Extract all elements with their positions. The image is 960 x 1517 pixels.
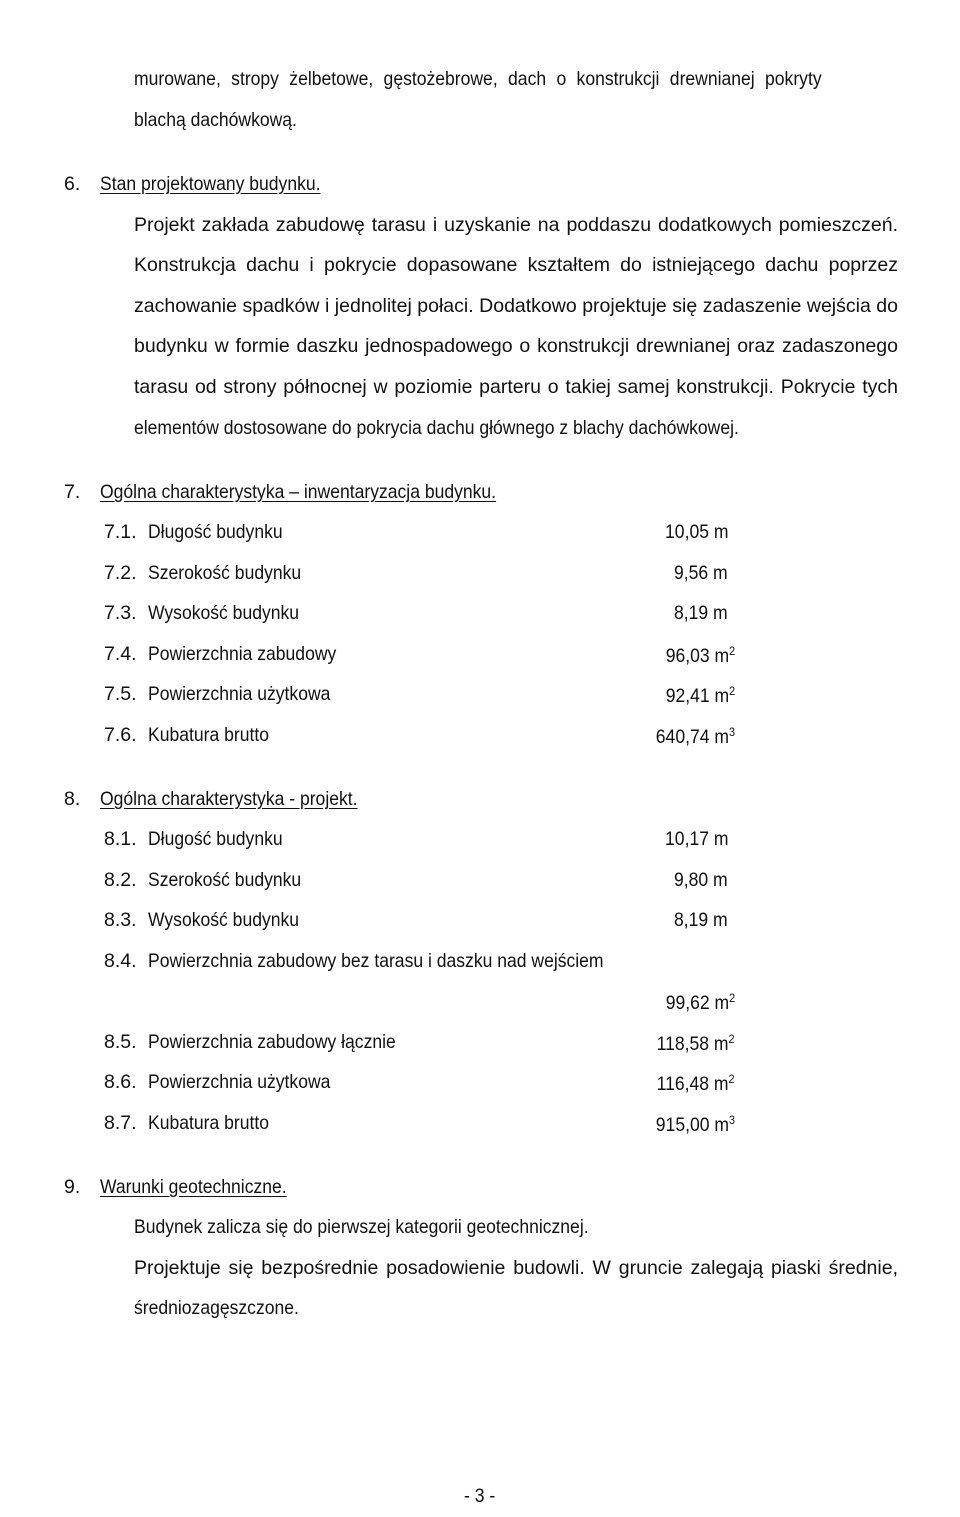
section-8-number: 8. <box>64 788 81 810</box>
item-8-2-value: 9,80 m <box>674 869 728 891</box>
item-7-2-number: 7.2. <box>104 562 137 584</box>
section-6-line-6: elementów dostosowane do pokrycia dachu głównego z blachy dachówkowej. <box>134 417 739 439</box>
item-8-7-number: 8.7. <box>104 1112 137 1134</box>
item-7-3-value: 8,19 m <box>674 602 728 624</box>
item-8-4-value: 99,62 $m^2$ <box>665 991 735 1014</box>
item-8-3-value: 8,19 m <box>674 909 728 931</box>
section-9-number: 9. <box>64 1176 81 1198</box>
section-6-line-4: budynku w formie daszku jednospadowego o konstrukcji drewnianej oraz zadaszonego <box>134 335 898 357</box>
unit-superscript: 2 <box>728 1072 735 1086</box>
item-7-3-label: Wysokość budynku <box>148 602 300 624</box>
section-6-line-1: Projekt zakłada zabudowę tarasu i uzyskanie na poddaszu dodatkowych pomieszczeń. <box>134 214 898 236</box>
section-6-number: 6. <box>64 173 81 195</box>
item-8-1-number: 8.1. <box>104 828 137 850</box>
item-8-4-number: 8.4. <box>104 950 137 972</box>
item-8-2-label: Szerokość budynku <box>148 869 302 891</box>
section-6-line-3: zachowanie spadków i jednolitej połaci. Dodatkowo projektuje się zadaszenie wejścia do <box>134 295 898 317</box>
item-7-1-number: 7.1. <box>104 521 137 543</box>
item-8-1-label: Długość budynku <box>148 828 283 850</box>
item-7-5-label: Powierzchnia użytkowa <box>148 683 331 705</box>
item-8-5-label: Powierzchnia zabudowy łącznie <box>148 1031 396 1053</box>
item-7-1-label: Długość budynku <box>148 521 283 543</box>
item-8-6-value: 116,48 $m^2$ <box>657 1072 735 1095</box>
section-6-line-2: Konstrukcja dachu i pokrycie dopasowane kształtem do istniejącego dachu poprzez <box>134 254 898 276</box>
item-7-5-value: 92,41 $m^2$ <box>665 684 735 707</box>
item-8-4-label: Powierzchnia zabudowy bez tarasu i daszku nad wejściem <box>148 950 604 972</box>
section-9-line-1: Budynek zalicza się do pierwszej kategorii geotechnicznej. <box>134 1216 589 1238</box>
item-7-1-value: 10,05 m <box>664 521 728 543</box>
unit-superscript: 3 <box>728 1113 735 1127</box>
item-7-6-number: 7.6. <box>104 724 137 746</box>
section-7-title: Ogólna charakterystyka – inwentaryzacja budynku. <box>100 481 497 503</box>
item-7-2-value: 9,56 m <box>674 562 728 584</box>
item-7-4-label: Powierzchnia zabudowy <box>148 643 337 665</box>
section-6-line-5: tarasu od strony północnej w poziomie parteru o takiej samej konstrukcji. Pokrycie tych <box>134 376 898 398</box>
item-7-6-value: 640,74 $m^3$ <box>655 725 735 748</box>
unit-superscript: 2 <box>728 684 735 698</box>
item-8-5-number: 8.5. <box>104 1031 137 1053</box>
section-6-title: Stan projektowany budynku. <box>100 173 321 195</box>
intro-line-2: blachą dachówkową. <box>134 109 297 131</box>
item-8-7-value: 915,00 $m^3$ <box>655 1113 735 1136</box>
page-number: - 3 - <box>464 1485 496 1507</box>
section-7-number: 7. <box>64 481 81 503</box>
item-8-5-value: 118,58 $m^2$ <box>657 1032 735 1055</box>
section-9-line-3: średniozagęszczone. <box>134 1297 299 1319</box>
item-7-6-label: Kubatura brutto <box>148 724 269 746</box>
unit-superscript: 2 <box>728 1032 735 1046</box>
item-8-1-value: 10,17 m <box>664 828 728 850</box>
section-9-title: Warunki geotechniczne. <box>100 1176 287 1198</box>
item-7-4-number: 7.4. <box>104 643 137 665</box>
unit-superscript: 2 <box>728 644 735 658</box>
item-7-3-number: 7.3. <box>104 602 137 624</box>
item-8-6-label: Powierzchnia użytkowa <box>148 1071 331 1093</box>
intro-line-1: murowane, stropy żelbetowe, gęstożebrowe, dach o konstrukcji drewnianej pokryty <box>134 68 822 90</box>
item-7-5-number: 7.5. <box>104 683 137 705</box>
item-7-2-label: Szerokość budynku <box>148 562 302 584</box>
section-8-title: Ogólna charakterystyka - projekt. <box>100 788 358 810</box>
item-8-6-number: 8.6. <box>104 1071 137 1093</box>
item-8-2-number: 8.2. <box>104 869 137 891</box>
section-9-line-2: Projektuje się bezpośrednie posadowienie budowli. W gruncie zalegają piaski średnie, <box>134 1257 898 1279</box>
unit-superscript: 2 <box>728 991 735 1005</box>
item-8-3-label: Wysokość budynku <box>148 909 300 931</box>
item-8-3-number: 8.3. <box>104 909 137 931</box>
unit-superscript: 3 <box>728 725 735 739</box>
item-7-4-value: 96,03 $m^2$ <box>665 644 735 667</box>
item-8-7-label: Kubatura brutto <box>148 1112 269 1134</box>
